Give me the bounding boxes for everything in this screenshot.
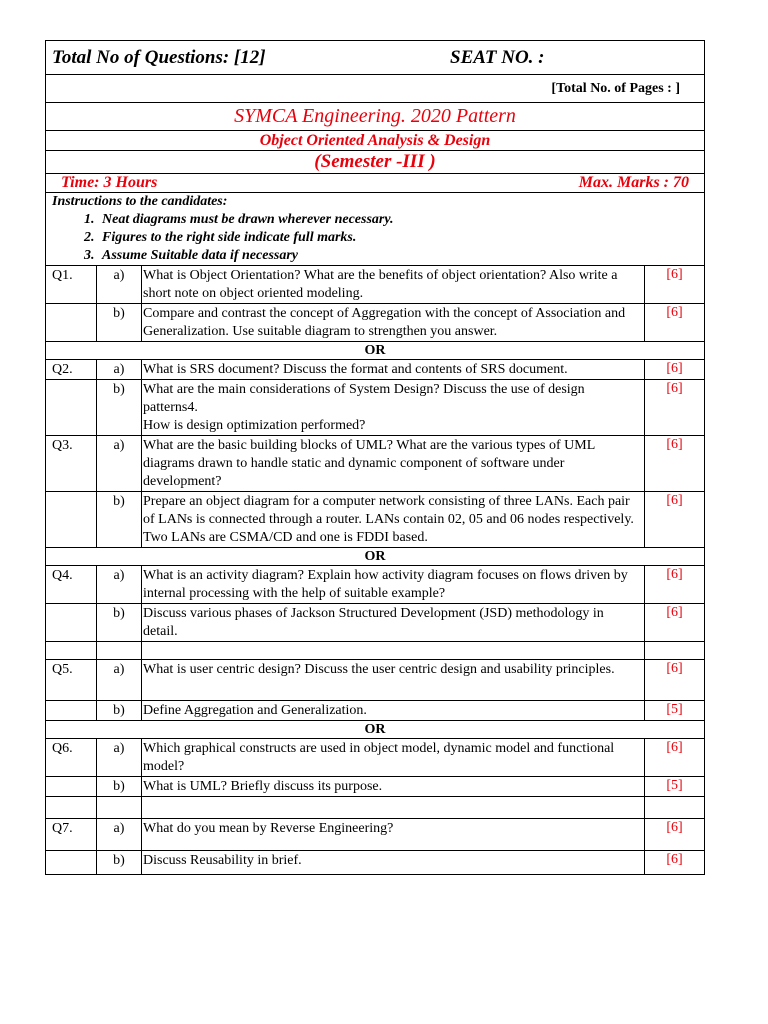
part-label: a) [97, 566, 142, 604]
semester-label: (Semester -III ) [46, 151, 705, 174]
question-text: Define Aggregation and Generalization. [142, 701, 645, 721]
empty-cell [46, 304, 97, 342]
max-marks-label: Max. Marks : 70 [578, 174, 689, 191]
empty-cell [46, 701, 97, 721]
part-label: b) [97, 701, 142, 721]
question-text: What is UML? Briefly discuss its purpose. [142, 777, 645, 797]
question-row [46, 380, 705, 436]
empty-cell [46, 604, 97, 642]
question-text: Discuss various phases of Jackson Structured Development (JSD) methodology in detail. [142, 604, 645, 642]
question-text: What are the basic building blocks of UML? What are the various types of UML diagrams drawn to handle static and dynamic component of software under development? [142, 436, 645, 492]
question-number: Q7. [46, 819, 97, 851]
part-label: a) [97, 739, 142, 777]
or-separator: OR [46, 721, 705, 739]
question-row [46, 604, 705, 642]
question-row [46, 701, 705, 721]
question-text: What is user centric design? Discuss the user centric design and usability principles. [142, 660, 645, 701]
marks: [6] [645, 851, 705, 875]
question-text: Compare and contrast the concept of Aggregation with the concept of Association and Generalization. Use suitable diagram to strengthen you answer. [142, 304, 645, 342]
question-text: What is SRS document? Discuss the format and contents of SRS document. [142, 360, 645, 380]
instructions-list [52, 211, 704, 265]
part-label: b) [97, 777, 142, 797]
blank-row [46, 642, 705, 660]
question-number: Q2. [46, 360, 97, 380]
question-row [46, 739, 705, 777]
or-separator: OR [46, 342, 705, 360]
part-label: a) [97, 660, 142, 701]
question-row [46, 304, 705, 342]
question-number: Q6. [46, 739, 97, 777]
marks: [6] [645, 660, 705, 701]
marks: [6] [645, 739, 705, 777]
part-label: a) [97, 360, 142, 380]
seat-no-label: SEAT NO. : [450, 46, 545, 68]
question-row [46, 566, 705, 604]
part-label: a) [97, 819, 142, 851]
question-row [46, 266, 705, 304]
question-text [142, 380, 645, 436]
question-text: Prepare an object diagram for a computer network consisting of three LANs. Each pair of LANs is connected through a router. LANs contain 02, 05 and 06 nodes respectively. Two LANs are CSMA/CD and one is FDDI based. [142, 492, 645, 548]
part-label: b) [97, 492, 142, 548]
question-text: What is an activity diagram? Explain how activity diagram focuses on flows driven by internal processing with the help of suitable example? [142, 566, 645, 604]
part-label: a) [97, 266, 142, 304]
empty-cell [46, 851, 97, 875]
question-text-line: How is design optimization performed? [143, 418, 366, 433]
question-text: What is Object Orientation? What are the benefits of object orientation? Also write a short note on object oriented modeling. [142, 266, 645, 304]
question-row [46, 819, 705, 851]
subject-title: Object Oriented Analysis & Design [46, 131, 705, 151]
part-label: a) [97, 436, 142, 492]
part-label: b) [97, 851, 142, 875]
part-label: b) [97, 380, 142, 436]
question-number: Q1. [46, 266, 97, 304]
marks: [6] [645, 380, 705, 436]
question-table [45, 40, 705, 875]
marks: [6] [645, 360, 705, 380]
marks: [6] [645, 304, 705, 342]
instructions-block [46, 193, 705, 266]
empty-cell [46, 492, 97, 548]
or-separator: OR [46, 548, 705, 566]
question-row [46, 851, 705, 875]
marks: [6] [645, 436, 705, 492]
question-row [46, 660, 705, 701]
marks: [6] [645, 604, 705, 642]
question-text: What do you mean by Reverse Engineering? [142, 819, 645, 851]
question-text-line: What are the main considerations of System Design? Discuss the use of design patterns4. [143, 382, 585, 415]
marks: [6] [645, 492, 705, 548]
question-row [46, 492, 705, 548]
marks: [6] [645, 819, 705, 851]
total-questions-label: Total No of Questions: [12] [52, 46, 266, 68]
question-number: Q3. [46, 436, 97, 492]
blank-row [46, 797, 705, 819]
part-label: b) [97, 604, 142, 642]
question-number: Q4. [46, 566, 97, 604]
marks: [6] [645, 566, 705, 604]
time-label: Time: 3 Hours [61, 174, 158, 191]
part-label: b) [97, 304, 142, 342]
exam-title: SYMCA Engineering. 2020 Pattern [46, 103, 705, 131]
total-pages-label: [Total No. of Pages : ] [46, 75, 705, 103]
marks: [5] [645, 701, 705, 721]
question-row [46, 436, 705, 492]
instructions-heading: Instructions to the candidates: [52, 194, 228, 209]
question-paper [45, 40, 704, 875]
time-marks-row [46, 174, 705, 193]
question-row [46, 777, 705, 797]
empty-cell [46, 777, 97, 797]
instruction-item: 2. Figures to the right side indicate full marks. [98, 229, 704, 247]
question-number: Q5. [46, 660, 97, 701]
instruction-item: 3. Assume Suitable data if necessary [98, 247, 704, 265]
question-row [46, 360, 705, 380]
empty-cell [46, 380, 97, 436]
total-questions-row [46, 41, 705, 75]
question-text: Which graphical constructs are used in object model, dynamic model and functional model? [142, 739, 645, 777]
marks: [5] [645, 777, 705, 797]
marks: [6] [645, 266, 705, 304]
instruction-item: 1. Neat diagrams must be drawn wherever necessary. [98, 211, 704, 229]
question-text: Discuss Reusability in brief. [142, 851, 645, 875]
